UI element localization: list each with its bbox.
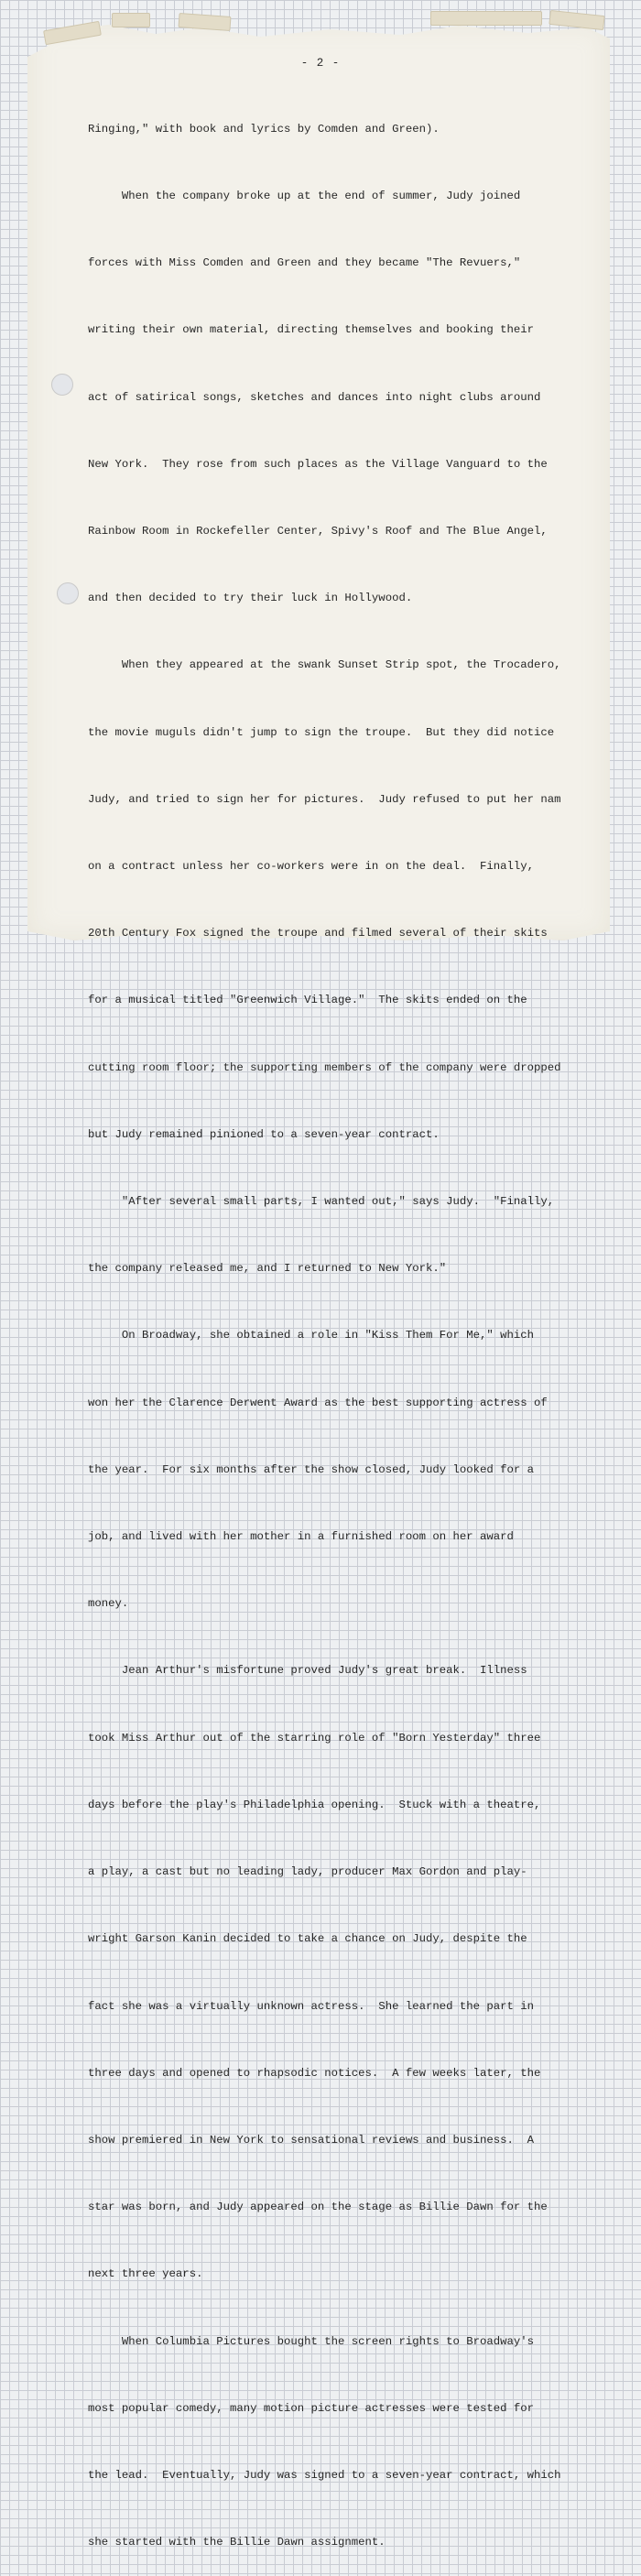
text-line: money. xyxy=(88,1597,129,1611)
text-line: fact she was a virtually unknown actress. She learned the part in xyxy=(88,1999,535,2013)
text-line: Ringing," with book and lyrics by Comden and Green). xyxy=(88,122,440,136)
text-line: the year. For six months after the show closed, Judy looked for a xyxy=(88,1462,535,1476)
text-line: days before the play's Philadelphia opening. Stuck with a theatre, xyxy=(88,1798,541,1811)
text-line: on a contract unless her co-workers were in on the deal. Finally, xyxy=(88,860,535,874)
text-line: writing their own material, directing themselves and booking their xyxy=(88,323,535,337)
text-line: show premiered in New York to sensational reviews and business. A xyxy=(88,2133,535,2147)
text-line: next three years. xyxy=(88,2267,203,2281)
text-line: the company released me, and I returned to New York." xyxy=(88,1262,447,1276)
text-line: cutting room floor; the supporting members of the company were dropped xyxy=(88,1060,561,1074)
text-line: Judy, and tried to sign her for pictures. Judy refused to put her nam xyxy=(88,792,561,806)
text-line: but Judy remained pinioned to a seven-year contract. xyxy=(88,1127,440,1141)
text-line: On Broadway, she obtained a role in "Kiss Them For Me," which xyxy=(88,1329,535,1342)
text-line: the movie muguls didn't jump to sign the troupe. But they did notice xyxy=(88,725,555,739)
text-line: for a musical titled "Greenwich Village." The skits ended on the xyxy=(88,994,527,1007)
text-line: and then decided to try their luck in Hollywood. xyxy=(88,592,413,605)
page-number: - 2 - xyxy=(300,57,341,70)
text-line: a play, a cast but no leading lady, producer Max Gordon and play- xyxy=(88,1865,527,1879)
punch-hole xyxy=(57,582,79,604)
text-line: Jean Arthur's misfortune proved Judy's great break. Illness xyxy=(88,1664,527,1678)
text-line: act of satirical songs, sketches and dances into night clubs around xyxy=(88,390,541,404)
text-line: star was born, and Judy appeared on the stage as Billie Dawn for the xyxy=(88,2201,548,2214)
text-line: "After several small parts, I wanted out," says Judy. "Finally, xyxy=(88,1195,555,1209)
text-line: most popular comedy, many motion picture actresses were tested for xyxy=(88,2401,535,2415)
text-line: job, and lived with her mother in a furnished room on her award xyxy=(88,1530,514,1544)
text-line: When they appeared at the swank Sunset Strip spot, the Trocadero, xyxy=(88,658,561,672)
text-line: won her the Clarence Derwent Award as the best supporting actress of xyxy=(88,1396,548,1409)
text-line: wright Garson Kanin decided to take a chance on Judy, despite the xyxy=(88,1932,527,1946)
body-text xyxy=(88,73,601,2576)
text-line: took Miss Arthur out of the starring role of "Born Yesterday" three xyxy=(88,1731,541,1745)
text-line: When Columbia Pictures bought the screen rights to Broadway's xyxy=(88,2334,535,2348)
text-line: 20th Century Fox signed the troupe and filmed several of their skits xyxy=(88,927,548,940)
tape-strip xyxy=(112,13,150,27)
text-line: the lead. Eventually, Judy was signed to a seven-year contract, which xyxy=(88,2468,561,2482)
tape-strip xyxy=(549,10,604,30)
punch-hole xyxy=(51,374,73,396)
tape-strip xyxy=(179,13,232,31)
text-line: When the company broke up at the end of summer, Judy joined xyxy=(88,190,521,203)
text-line: forces with Miss Comden and Green and they became "The Revuers," xyxy=(88,256,521,270)
tape-strip xyxy=(430,11,542,26)
text-line: Rainbow Room in Rockefeller Center, Spivy's Roof and The Blue Angel, xyxy=(88,525,548,538)
text-line: New York. They rose from such places as the Village Vanguard to the xyxy=(88,457,548,471)
text-line: three days and opened to rhapsodic notices. A few weeks later, the xyxy=(88,2066,541,2080)
text-line: she started with the Billie Dawn assignment. xyxy=(88,2536,386,2549)
